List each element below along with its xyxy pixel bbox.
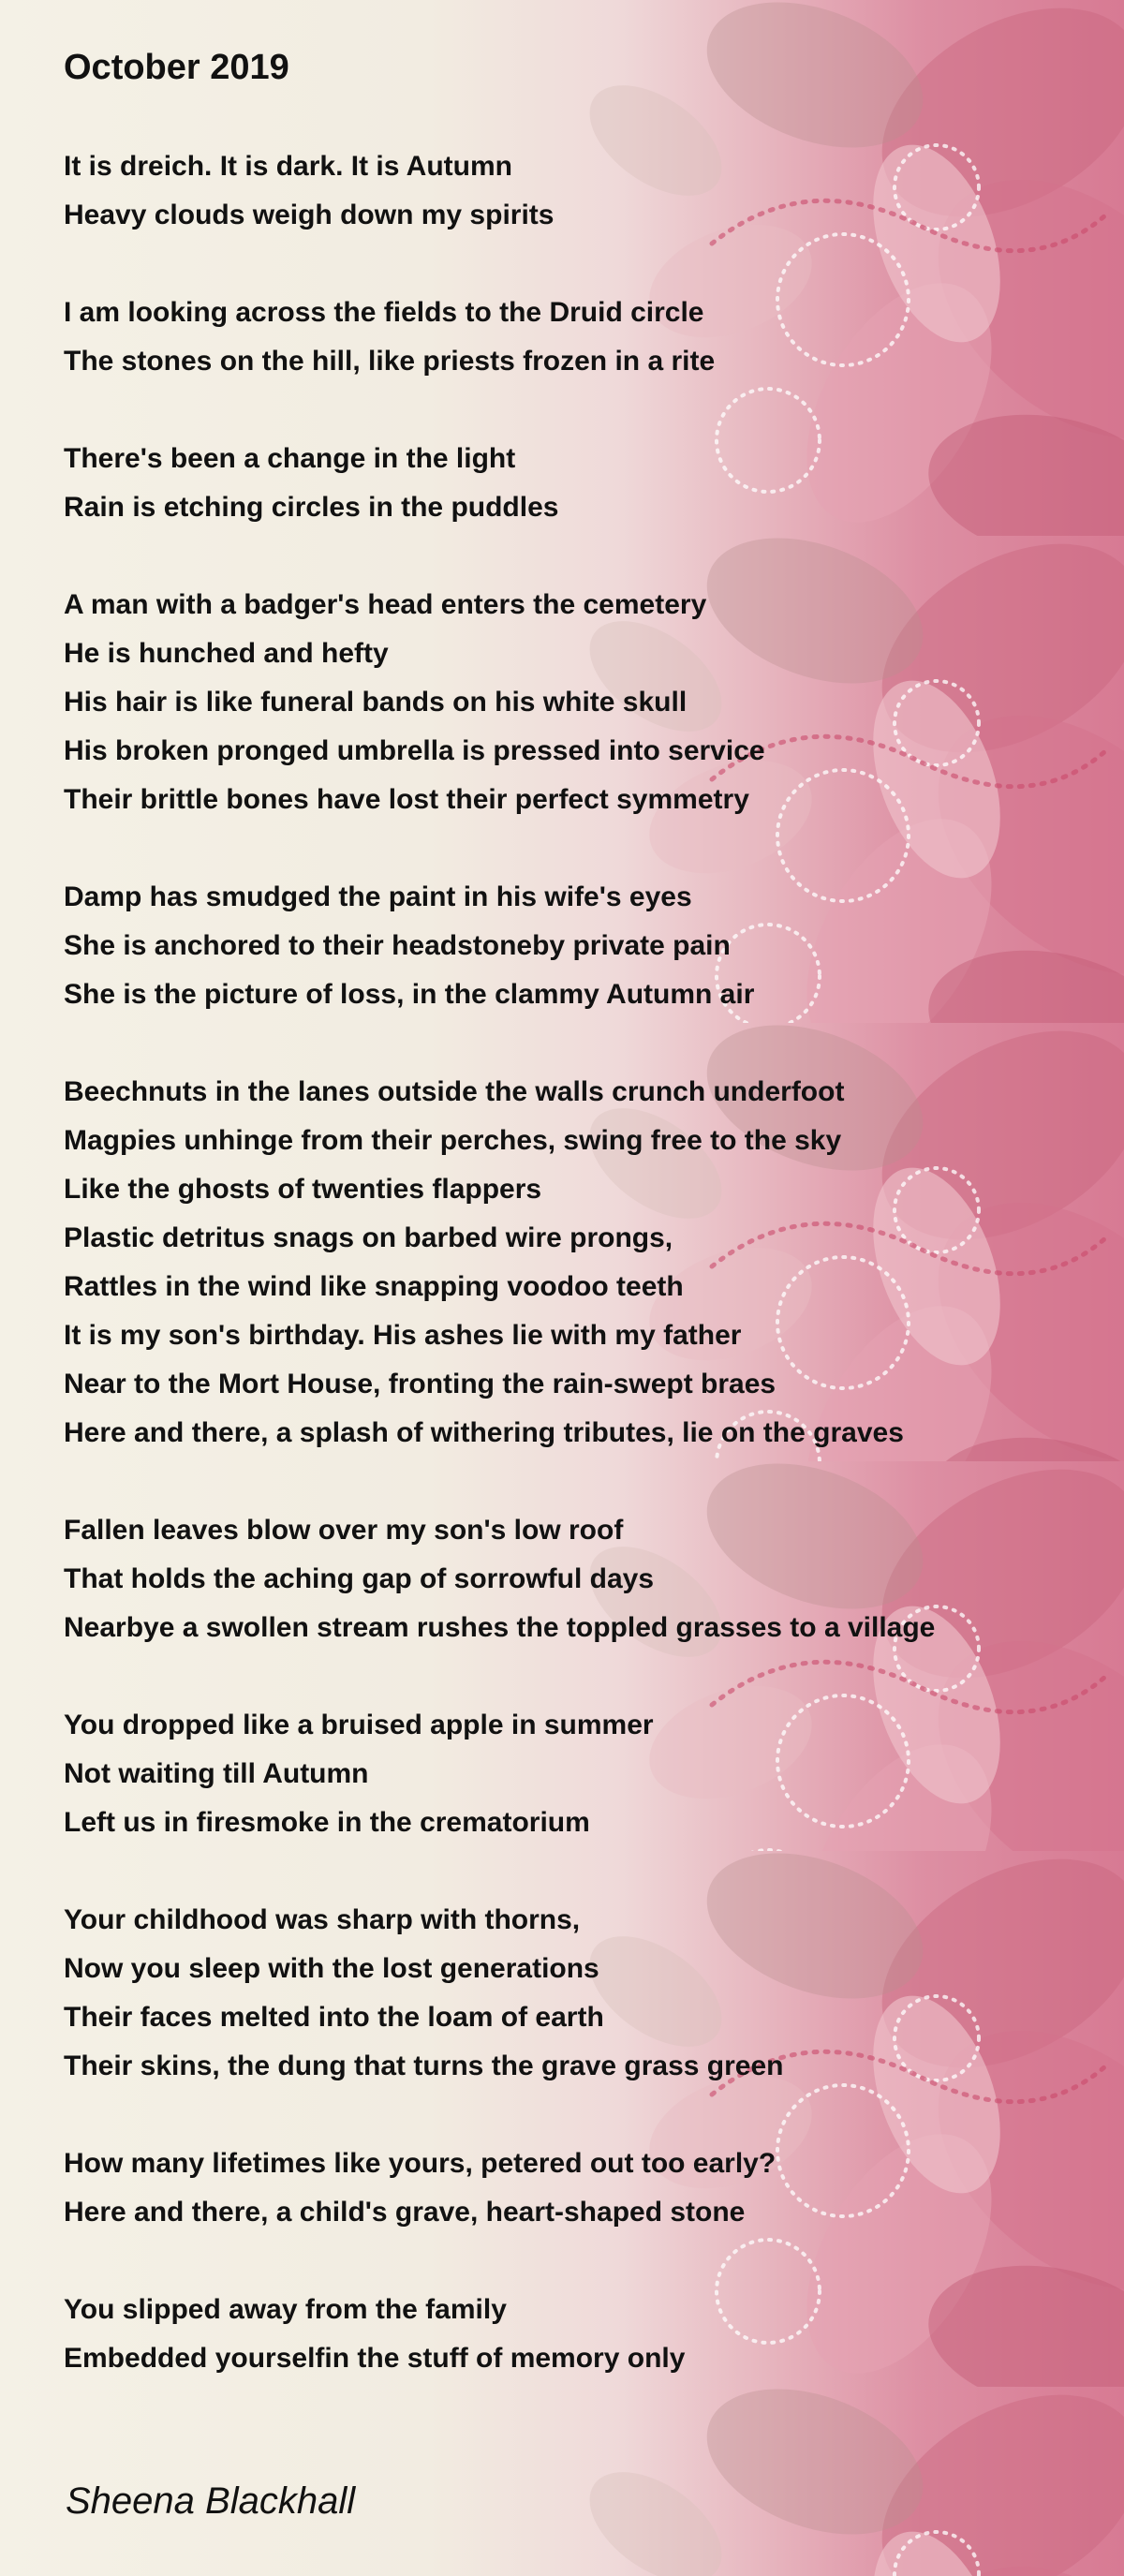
stanza bbox=[64, 2286, 1103, 2383]
poem-line: Now you sleep with the lost generations bbox=[64, 1953, 599, 1984]
poem-line: Not waiting till Autumn bbox=[64, 1758, 369, 1789]
stanza bbox=[64, 1506, 1103, 1652]
poem-line: Left us in firesmoke in the crematorium bbox=[64, 1807, 590, 1838]
poem-line: Nearbye a swollen stream rushes the toppled grasses to a village bbox=[64, 1612, 936, 1643]
poem-line: Their faces melted into the loam of earth bbox=[64, 2002, 604, 2033]
poem-line: I am looking across the fields to the Druid circle bbox=[64, 297, 704, 328]
poem-line: A man with a badger's head enters the cemetery bbox=[64, 589, 707, 620]
poem-line: Damp has smudged the paint in his wife's eyes bbox=[64, 881, 692, 912]
poem-line: Your childhood was sharp with thorns, bbox=[64, 1904, 581, 1935]
poem-line: That holds the aching gap of sorrowful days bbox=[64, 1563, 655, 1594]
poem-line: It is dreich. It is dark. It is Autumn bbox=[64, 151, 512, 182]
poem-line: Here and there, a splash of withering tributes, lie on the graves bbox=[64, 1417, 904, 1448]
poem-line: Magpies unhinge from their perches, swing free to the sky bbox=[64, 1125, 842, 1156]
petal-shape bbox=[570, 2450, 742, 2576]
poem-line: Beechnuts in the lanes outside the walls crunch underfoot bbox=[64, 1076, 845, 1107]
poem-line: Plastic detritus snags on barbed wire prongs, bbox=[64, 1222, 673, 1253]
poem-line: Rattles in the wind like snapping voodoo teeth bbox=[64, 1271, 684, 1302]
poem-line: Embedded yourselfin the stuff of memory only bbox=[64, 2343, 686, 2374]
poem-line: She is the picture of loss, in the clammy Autumn air bbox=[64, 979, 755, 1010]
poem-line: How many lifetimes like yours, petered out too early? bbox=[64, 2148, 776, 2179]
stanza bbox=[64, 435, 1103, 532]
poem-line: You slipped away from the family bbox=[64, 2294, 507, 2325]
poem-line: His hair is like funeral bands on his white skull bbox=[64, 687, 688, 718]
poem-line: Their brittle bones have lost their perfect symmetry bbox=[64, 784, 749, 815]
poem-line: Here and there, a child's grave, heart-shaped stone bbox=[64, 2197, 746, 2228]
poem-line: Heavy clouds weigh down my spirits bbox=[64, 200, 555, 230]
stanza bbox=[64, 142, 1103, 240]
stanza bbox=[64, 289, 1103, 386]
poem-line: Near to the Mort House, fronting the rain-swept braes bbox=[64, 1369, 776, 1399]
poem-line: Fallen leaves blow over my son's low roof bbox=[64, 1515, 624, 1546]
stanza bbox=[64, 873, 1103, 1019]
poem-line: The stones on the hill, like priests frozen in a rite bbox=[64, 346, 716, 377]
poem-author: Sheena Blackhall bbox=[66, 2480, 356, 2522]
poem-line: Rain is etching circles in the puddles bbox=[64, 492, 559, 523]
poem-line: His broken pronged umbrella is pressed into service bbox=[64, 735, 765, 766]
poem-line: Their skins, the dung that turns the grave grass green bbox=[64, 2050, 784, 2081]
stanza bbox=[64, 2139, 1103, 2237]
poem-line: There's been a change in the light bbox=[64, 443, 516, 474]
poem-line: It is my son's birthday. His ashes lie with my father bbox=[64, 1320, 742, 1351]
stanza bbox=[64, 1068, 1103, 1458]
stanza bbox=[64, 1701, 1103, 1847]
poem-body bbox=[64, 142, 1103, 2432]
poem-title: October 2019 bbox=[64, 48, 289, 87]
stanza bbox=[64, 581, 1103, 824]
poem-line: He is hunched and hefty bbox=[64, 638, 389, 669]
poem-line: You dropped like a bruised apple in summer bbox=[64, 1710, 654, 1740]
poem-line: Like the ghosts of twenties flappers bbox=[64, 1174, 542, 1205]
stanza bbox=[64, 1896, 1103, 2091]
poem-line: She is anchored to their headstoneby private pain bbox=[64, 930, 731, 961]
